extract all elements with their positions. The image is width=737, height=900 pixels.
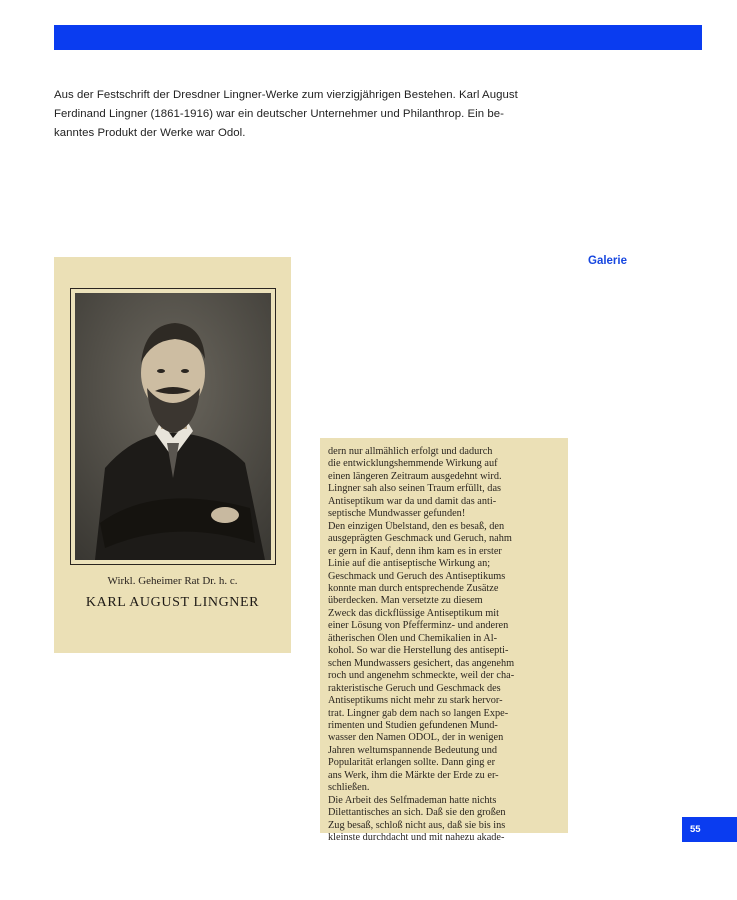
scanned-text-line: überdecken. Man versetzte zu diesem bbox=[328, 595, 483, 607]
scanned-text-line: Dilettantisches an sich. Daß sie den großen bbox=[328, 807, 506, 819]
scanned-text-plate[interactable] bbox=[320, 438, 568, 844]
intro-line: kanntes Produkt der Werke war Odol. bbox=[54, 127, 246, 139]
scanned-text-line: Jahren weltumspannende Bedeutung und bbox=[328, 744, 497, 756]
intro-paragraph bbox=[54, 86, 564, 143]
scanned-text-line: die entwicklungshemmende Wirkung auf bbox=[328, 458, 498, 470]
scanned-text-line: schließen. bbox=[328, 782, 370, 794]
scanned-text-line: Geschmack und Geruch des Antiseptikums bbox=[328, 570, 506, 582]
portrait-caption-name: KARL AUGUST LINGNER bbox=[85, 595, 260, 610]
scanned-text-line: Lingner sah also seinen Traum erfüllt, das bbox=[328, 483, 502, 495]
scanned-text-line: wasser den Namen ODOL, der in wenigen bbox=[328, 732, 504, 744]
scanned-text-line: Antiseptikums nicht mehr zu stark hervor- bbox=[328, 695, 503, 707]
scanned-text-lines bbox=[328, 446, 560, 845]
intro-line: Aus der Festschrift der Dresdner Lingner-Werke zum vierzigjährigen Bestehen. Karl August bbox=[54, 89, 518, 101]
scanned-text-line: ans Werk, ihm die Märkte der Erde zu er- bbox=[328, 769, 499, 781]
scanned-text-line: Antiseptikum war da und damit das anti- bbox=[328, 495, 497, 507]
scanned-text-line: schen Mundwassers gesichert, das angenehm bbox=[328, 657, 515, 669]
scanned-text-line: trat. Lingner gab dem nach so langen Expe- bbox=[328, 707, 509, 719]
portrait-plate[interactable] bbox=[54, 257, 291, 653]
scanned-text-line: roch und angenehm schmeckte, weil der cha- bbox=[328, 670, 515, 682]
portrait-caption-title: Wirkl. Geheimer Rat Dr. h. c. bbox=[107, 575, 238, 587]
scanned-text-line: septische Mundwasser gefunden! bbox=[328, 508, 466, 520]
scanned-text-line: rakteristische Geruch und Geschmack des bbox=[328, 682, 501, 694]
page-number: 55 bbox=[682, 817, 737, 842]
scanned-text-line: Den einzigen Übelstand, den es besaß, den bbox=[328, 520, 505, 532]
scanned-text-line: rimenten und Studien gefundenen Mund- bbox=[328, 719, 498, 731]
portrait-photo bbox=[75, 293, 271, 560]
scanned-text-line: er gern in Kauf, denn ihm kam es in erster bbox=[328, 545, 502, 557]
scanned-text-line: einer Lösung von Pfefferminz- und anderen bbox=[328, 620, 509, 632]
intro-line: Ferdinand Lingner (1861-1916) war ein deutscher Unternehmer und Philanthrop. Ein be- bbox=[54, 108, 504, 120]
scanned-text-line: dern nur allmählich erfolgt und dadurch bbox=[328, 446, 493, 457]
scanned-text-line: Zweck das dickflüssige Antiseptikum mit bbox=[328, 607, 500, 619]
scanned-text-line: kohol. So war die Herstellung des antisepti- bbox=[328, 645, 509, 657]
scanned-text-line: konnte man durch entsprechende Zusätze bbox=[328, 582, 499, 594]
top-accent-bar bbox=[54, 25, 702, 50]
scanned-text-line: ätherischen Ölen und Chemikalien in Al- bbox=[328, 632, 497, 644]
scanned-text-line: Linie auf die antiseptische Wirkung an; bbox=[328, 558, 491, 570]
portrait-illustration bbox=[75, 293, 271, 560]
scanned-text-line: einen längeren Zeitraum ausgedehnt wird. bbox=[328, 470, 502, 482]
scanned-text-line: Popularität erlangen sollte. Dann ging er bbox=[328, 757, 495, 769]
scanned-text-line: kleinste durchdacht und mit nahezu akade- bbox=[328, 832, 505, 844]
scanned-text-line: Die Arbeit des Selfmademan hatte nichts bbox=[328, 794, 497, 806]
portrait-frame bbox=[70, 288, 276, 565]
gallery-link[interactable]: Galerie bbox=[588, 255, 627, 267]
scanned-text-line: Zug besaß, schloß nicht aus, daß sie bis ins bbox=[328, 819, 506, 831]
scanned-text-line: ausgeprägten Geschmack und Geruch, nahm bbox=[328, 533, 512, 545]
